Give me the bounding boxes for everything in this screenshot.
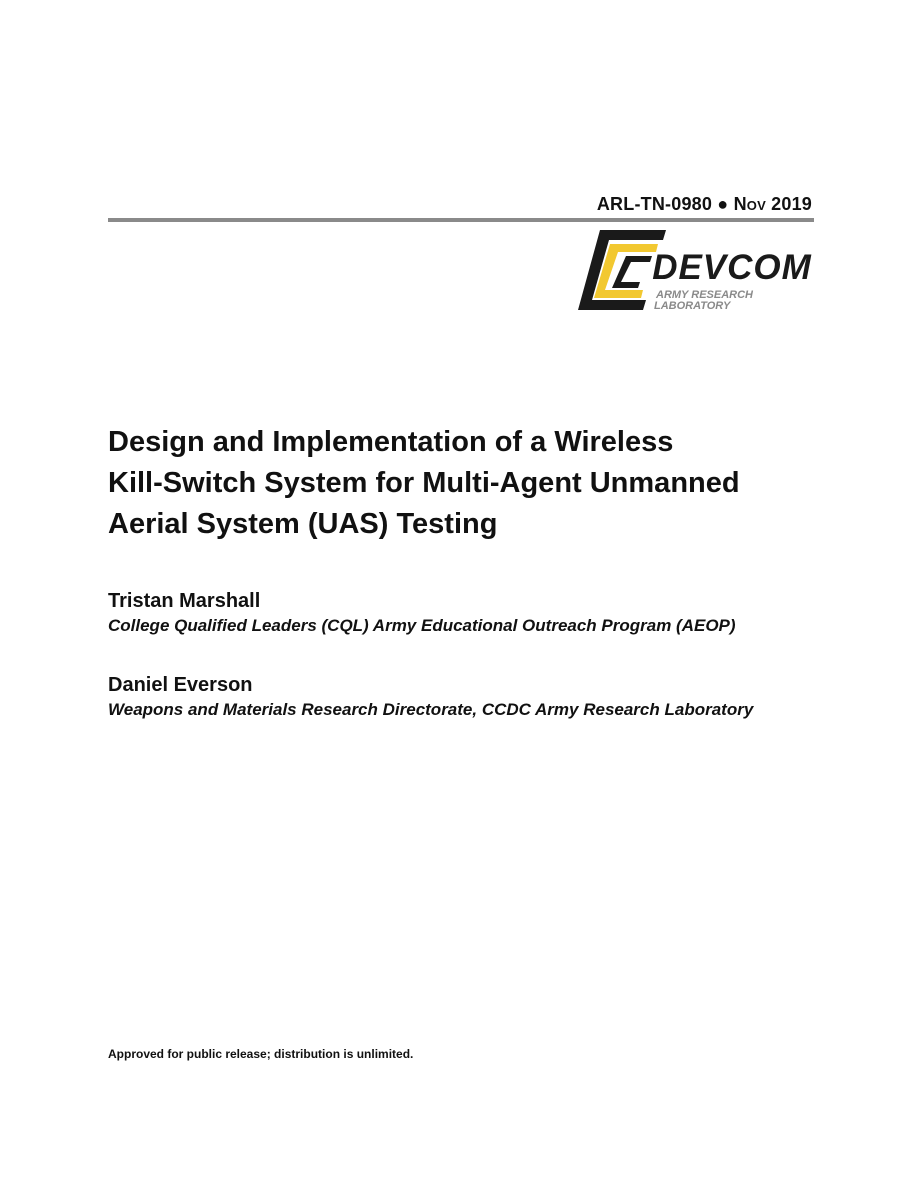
title-line: Kill-Switch System for Multi-Agent Unmanned: [108, 467, 740, 499]
logo-subtitle-line2: LABORATORY: [654, 300, 731, 312]
separator-dot: ●: [717, 194, 729, 214]
report-number: ARL-TN-0980: [596, 194, 713, 214]
devcom-logo-mark: [578, 230, 814, 314]
author-name: Daniel Everson: [108, 674, 253, 696]
title-line: Aerial System (UAS) Testing: [108, 508, 498, 540]
author-affiliation: College Qualified Leaders (CQL) Army Educational Outreach Program (AEOP): [108, 616, 736, 635]
author-block: [108, 672, 753, 722]
author-block: [108, 588, 736, 638]
header-rule: [108, 218, 814, 222]
document-title: [108, 422, 808, 545]
report-month: Nov: [733, 194, 766, 214]
logo-subtitle-line1: ARMY RESEARCH: [656, 289, 753, 301]
report-identifier: [597, 194, 812, 215]
devcom-logo: [578, 230, 814, 314]
author-name: Tristan Marshall: [108, 590, 261, 612]
release-statement: Approved for public release; distribution is unlimited.: [108, 1047, 414, 1061]
author-affiliation: Weapons and Materials Research Directorate, CCDC Army Research Laboratory: [108, 700, 754, 719]
report-year: 2019: [771, 194, 812, 214]
title-line: Design and Implementation of a Wireless: [108, 426, 674, 458]
logo-wordmark: DEVCOM: [652, 248, 812, 287]
